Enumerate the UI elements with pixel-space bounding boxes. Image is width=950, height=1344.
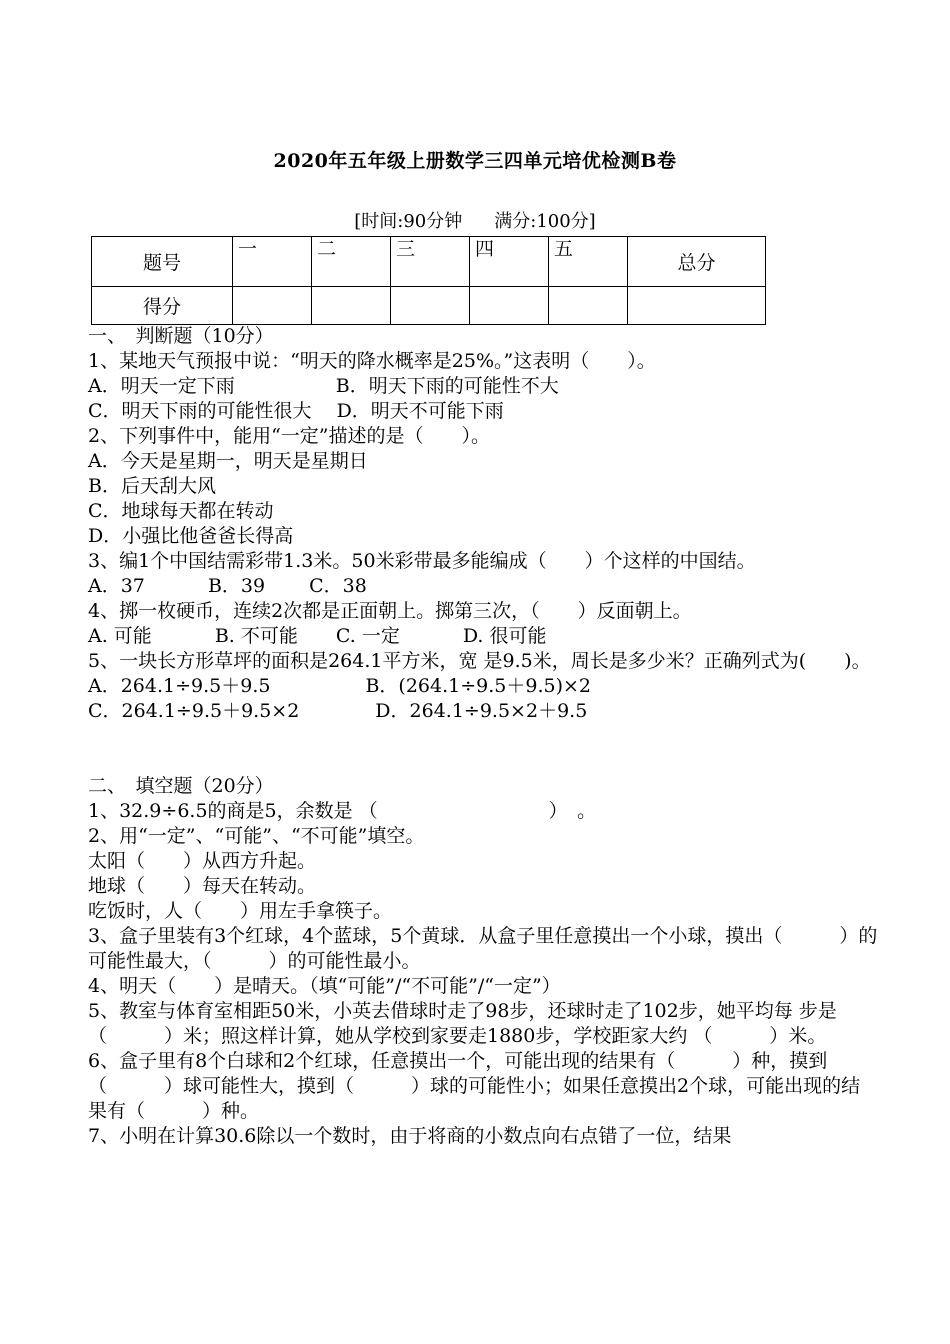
section-1-line: A．明天一定下雨 B．明天下雨的可能性不大 (88, 375, 559, 397)
section-1-line: 2、下列事件中，能用“一定”描述的是（ ）。 (88, 425, 491, 447)
section-1-line: 1、某地天气预报中说：“明天的降水概率是25%。”这表明（ ）。 (88, 350, 656, 372)
section-4-header: 四 (470, 237, 549, 287)
question-2-7: 7、小明在计算30.6除以一个数时，由于将商的小数点向右点错了一位，结果 (88, 1125, 732, 1147)
section-2-header: 二 (312, 237, 391, 287)
score-label: 得分 (92, 287, 233, 325)
section-2-line: 2、用“一定”、“可能”、“不可能”填空。 (88, 825, 425, 847)
full-score: 满分:100分] (494, 211, 596, 232)
section-1-line: A. 可能 B. 不可能 C. 一定 D. 很可能 (88, 625, 547, 647)
section-1-header: 一 (233, 237, 312, 287)
section-1-line: 3、编1个中国结需彩带1.3米。50米彩带最多能编成（ ）个这样的中国结。 (88, 550, 756, 572)
section-5-header: 五 (549, 237, 628, 287)
question-number-label: 题号 (92, 237, 233, 287)
score-table-score-row (92, 287, 766, 325)
score-cell[interactable] (470, 287, 549, 325)
question-2-3: 3、盒子里装有3个红球，4个蓝球，5个黄球．从盒子里任意摸出一个小球，摸出（ ）的可能性最大，（ ）的可能性最小。 (88, 925, 878, 972)
score-table (91, 236, 766, 325)
exam-subtitle (0, 207, 950, 233)
section-2-line: 1、32.9÷6.5的商是5，余数是 （ ） 。 (88, 800, 597, 822)
section-1-line: D．小强比他爸爸长得高 (88, 525, 294, 547)
section-1-line: A．37 B．39 C．38 (88, 575, 367, 597)
section-1-line: C．地球每天都在转动 (88, 500, 274, 522)
question-2-5: 5、教室与体育室相距50米，小英去借球时走了98步，还球时走了102步，她平均每 步是（ ）米；照这样计算，她从学校到家要走1880步，学校距家大约 （ ）米。 (88, 1000, 837, 1047)
section-1-line: B．后天刮大风 (88, 475, 216, 497)
section-2-line: 太阳（ ）从西方升起。 (88, 850, 317, 872)
section-1-line: A．今天是星期一，明天是星期日 (88, 450, 368, 472)
exam-content (88, 324, 878, 1149)
section-1-line: C．明天下雨的可能性很大 D．明天不可能下雨 (88, 400, 504, 422)
score-cell[interactable] (233, 287, 312, 325)
score-cell[interactable] (549, 287, 628, 325)
exam-title: 2020年五年级上册数学三四单元培优检测B卷 (273, 150, 677, 172)
section-1-heading: 一、 判断题（10分） (88, 325, 274, 347)
score-table-header-row (92, 237, 766, 287)
score-cell[interactable] (628, 287, 766, 325)
question-2-4: 4、明天（ ）是晴天。（填“可能”/“不可能”/“一定”） (88, 975, 561, 997)
question-1-5: 5、一块长方形草坪的面积是264.1平方米，宽 是9.5米，周长是多少米？正确列式为( )。 (88, 650, 871, 672)
section-2-line: 吃饭时，人（ ）用左手拿筷子。 (88, 900, 393, 922)
section-2-line: 地球（ ）每天在转动。 (88, 875, 317, 897)
total-score-header: 总分 (628, 237, 766, 287)
score-cell[interactable] (312, 287, 391, 325)
section-2-heading: 二、 填空题（20分） (88, 775, 274, 797)
question-1-5-option: C．264.1÷9.5＋9.5×2 D．264.1÷9.5×2＋9.5 (88, 700, 588, 722)
score-cell[interactable] (391, 287, 470, 325)
time-limit: [时间:90分钟 (354, 211, 463, 232)
question-1-5-option: A．264.1÷9.5＋9.5 B．(264.1÷9.5＋9.5)×2 (88, 675, 592, 697)
section-3-header: 三 (391, 237, 470, 287)
question-2-6: 6、盒子里有8个白球和2个红球，任意摸出一个，可能出现的结果有（ ）种，摸到（ ）球可能性大，摸到（ ）球的可能性小；如果任意摸出2个球，可能出现的结果有（ ）种。 (88, 1050, 861, 1122)
section-spacer (88, 724, 878, 774)
section-1-line: 4、掷一枚硬币，连续2次都是正面朝上。掷第三次，（ ）反面朝上。 (88, 600, 692, 622)
